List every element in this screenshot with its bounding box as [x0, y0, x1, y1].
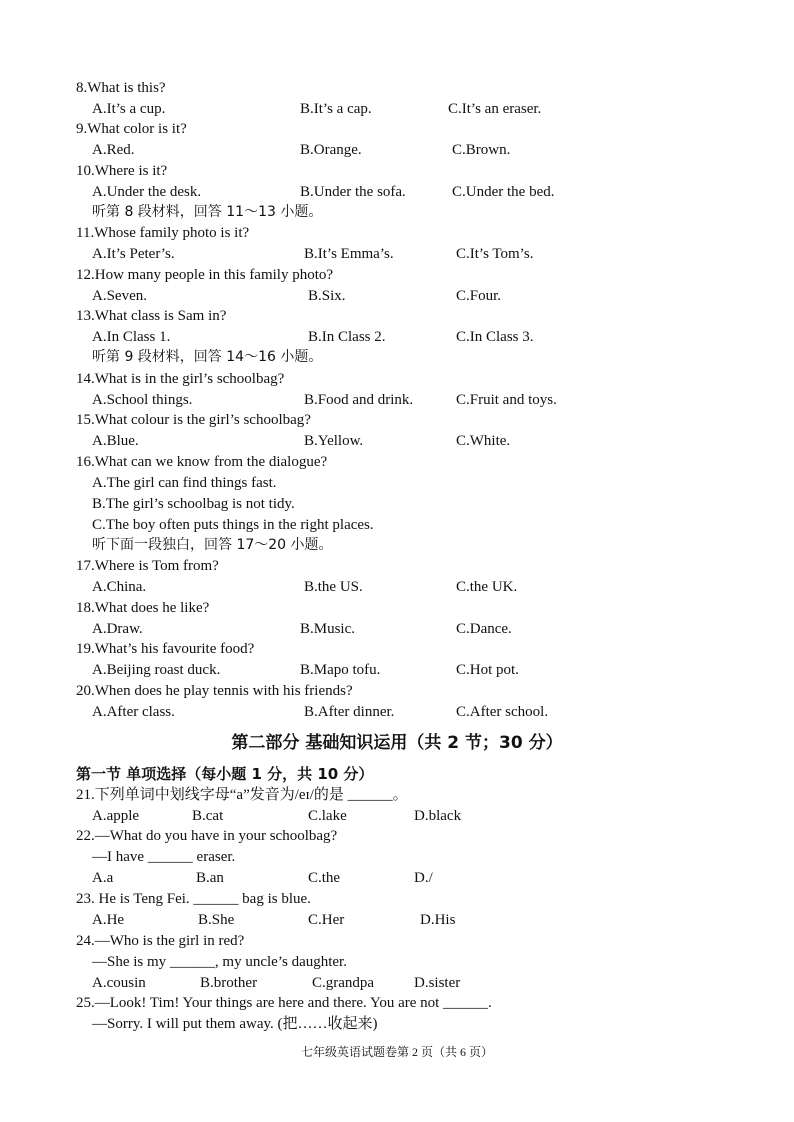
q21-option-d: D.black — [414, 808, 462, 824]
q16-option-b: B.The girl’s schoolbag is not tidy. — [92, 496, 295, 512]
question-16: 16.What can we know from the dialogue? — [76, 454, 328, 470]
q13-option-c: C.In Class 3. — [456, 329, 534, 345]
q19-option-a: A.Beijing roast duck. — [92, 662, 221, 678]
q22-response: —I have ______ eraser. — [92, 849, 236, 865]
q24-option-c: C.grandpa — [312, 975, 375, 991]
instruction-section-9: 听第 9 段材料，回答 14～16 小题。 — [92, 349, 323, 365]
q24-option-b: B.brother — [200, 975, 258, 991]
question-23: 23. He is Teng Fei. ______ bag is blue. — [76, 891, 311, 907]
q20-option-a: A.After class. — [92, 704, 175, 720]
q10-option-a: A.Under the desk. — [92, 184, 202, 200]
q13-option-b: B.In Class 2. — [308, 329, 386, 345]
q24-option-a: A.cousin — [92, 975, 146, 991]
q13-option-a: A.In Class 1. — [92, 329, 171, 345]
q20-option-b: B.After dinner. — [304, 704, 395, 720]
question-22: 22.—What do you have in your schoolbag? — [76, 828, 338, 844]
q22-option-d: D./ — [414, 870, 433, 886]
part-2-title: 第二部分 基础知识运用（共 2 节；30 分） — [231, 733, 563, 753]
q12-option-a: A.Seven. — [92, 288, 147, 304]
q24-option-d: D.sister — [414, 975, 461, 991]
question-17: 17.Where is Tom from? — [76, 558, 219, 574]
q21-option-b: B.cat — [192, 808, 224, 824]
section-1-title: 第一节 单项选择（每小题 1 分，共 10 分） — [76, 765, 374, 783]
instruction-monologue: 听下面一段独白，回答 17～20 小题。 — [92, 537, 333, 553]
q19-option-c: C.Hot pot. — [456, 662, 519, 678]
instruction-section-8: 听第 8 段材料，回答 11～13 小题。 — [92, 204, 323, 220]
q19-option-b: B.Mapo tofu. — [300, 662, 381, 678]
question-13: 13.What class is Sam in? — [76, 308, 227, 324]
q20-option-c: C.After school. — [456, 704, 549, 720]
q10-option-c: C.Under the bed. — [452, 184, 555, 200]
q10-option-b: B.Under the sofa. — [300, 184, 406, 200]
q17-option-c: C.the UK. — [456, 579, 518, 595]
question-20: 20.When does he play tennis with his friends? — [76, 683, 353, 699]
q17-option-b: B.the US. — [304, 579, 363, 595]
q23-option-a: A.He — [92, 912, 125, 928]
q16-option-a: A.The girl can find things fast. — [92, 475, 277, 491]
q16-option-c: C.The boy often puts things in the right places. — [92, 517, 374, 533]
question-12: 12.How many people in this family photo? — [76, 267, 334, 283]
page-footer: 七年级英语试题卷第 2 页（共 6 页） — [300, 1045, 493, 1059]
q23-option-d: D.His — [420, 912, 456, 928]
q14-option-b: B.Food and drink. — [304, 392, 414, 408]
q12-option-c: C.Four. — [456, 288, 502, 304]
q17-option-a: A.China. — [92, 579, 147, 595]
q22-option-b: B.an — [196, 870, 224, 886]
question-15: 15.What colour is the girl’s schoolbag? — [76, 412, 311, 428]
q9-option-b: B.Orange. — [300, 142, 362, 158]
q14-option-a: A.School things. — [92, 392, 193, 408]
q24-response: —She is my ______, my uncle’s daughter. — [92, 954, 347, 970]
question-11: 11.Whose family photo is it? — [76, 225, 250, 241]
question-21: 21.下列单词中划线字母“a”发音为/eɪ/的是 ______。 — [76, 787, 408, 803]
question-19: 19.What’s his favourite food? — [76, 641, 255, 657]
q9-option-c: C.Brown. — [452, 142, 511, 158]
q8-option-b: B.It’s a cap. — [300, 101, 372, 117]
q15-option-a: A.Blue. — [92, 433, 139, 449]
q8-option-a: A.It’s a cup. — [92, 101, 166, 117]
q21-option-a: A.apple — [92, 808, 140, 824]
q23-option-c: C.Her — [308, 912, 345, 928]
q22-option-c: C.the — [308, 870, 341, 886]
q18-option-b: B.Music. — [300, 621, 356, 637]
question-18: 18.What does he like? — [76, 600, 210, 616]
question-25: 25.—Look! Tim! Your things are here and there. You are not ______. — [76, 995, 492, 1011]
q12-option-b: B.Six. — [308, 288, 346, 304]
q15-option-c: C.White. — [456, 433, 511, 449]
q11-option-c: C.It’s Tom’s. — [456, 246, 534, 262]
q9-option-a: A.Red. — [92, 142, 135, 158]
q18-option-a: A.Draw. — [92, 621, 143, 637]
question-14: 14.What is in the girl’s schoolbag? — [76, 371, 285, 387]
q15-option-b: B.Yellow. — [304, 433, 364, 449]
q8-option-c: C.It’s an eraser. — [448, 101, 542, 117]
question-10: 10.Where is it? — [76, 163, 168, 179]
q11-option-a: A.It’s Peter’s. — [92, 246, 175, 262]
q23-option-b: B.She — [198, 912, 235, 928]
question-8: 8.What is this? — [76, 80, 166, 96]
q14-option-c: C.Fruit and toys. — [456, 392, 557, 408]
q22-option-a: A.a — [92, 870, 114, 886]
question-24: 24.—Who is the girl in red? — [76, 933, 245, 949]
q18-option-c: C.Dance. — [456, 621, 512, 637]
q11-option-b: B.It’s Emma’s. — [304, 246, 394, 262]
q25-response: —Sorry. I will put them away. (把……收起来) — [92, 1016, 378, 1032]
q21-option-c: C.lake — [308, 808, 347, 824]
question-9: 9.What color is it? — [76, 121, 187, 137]
